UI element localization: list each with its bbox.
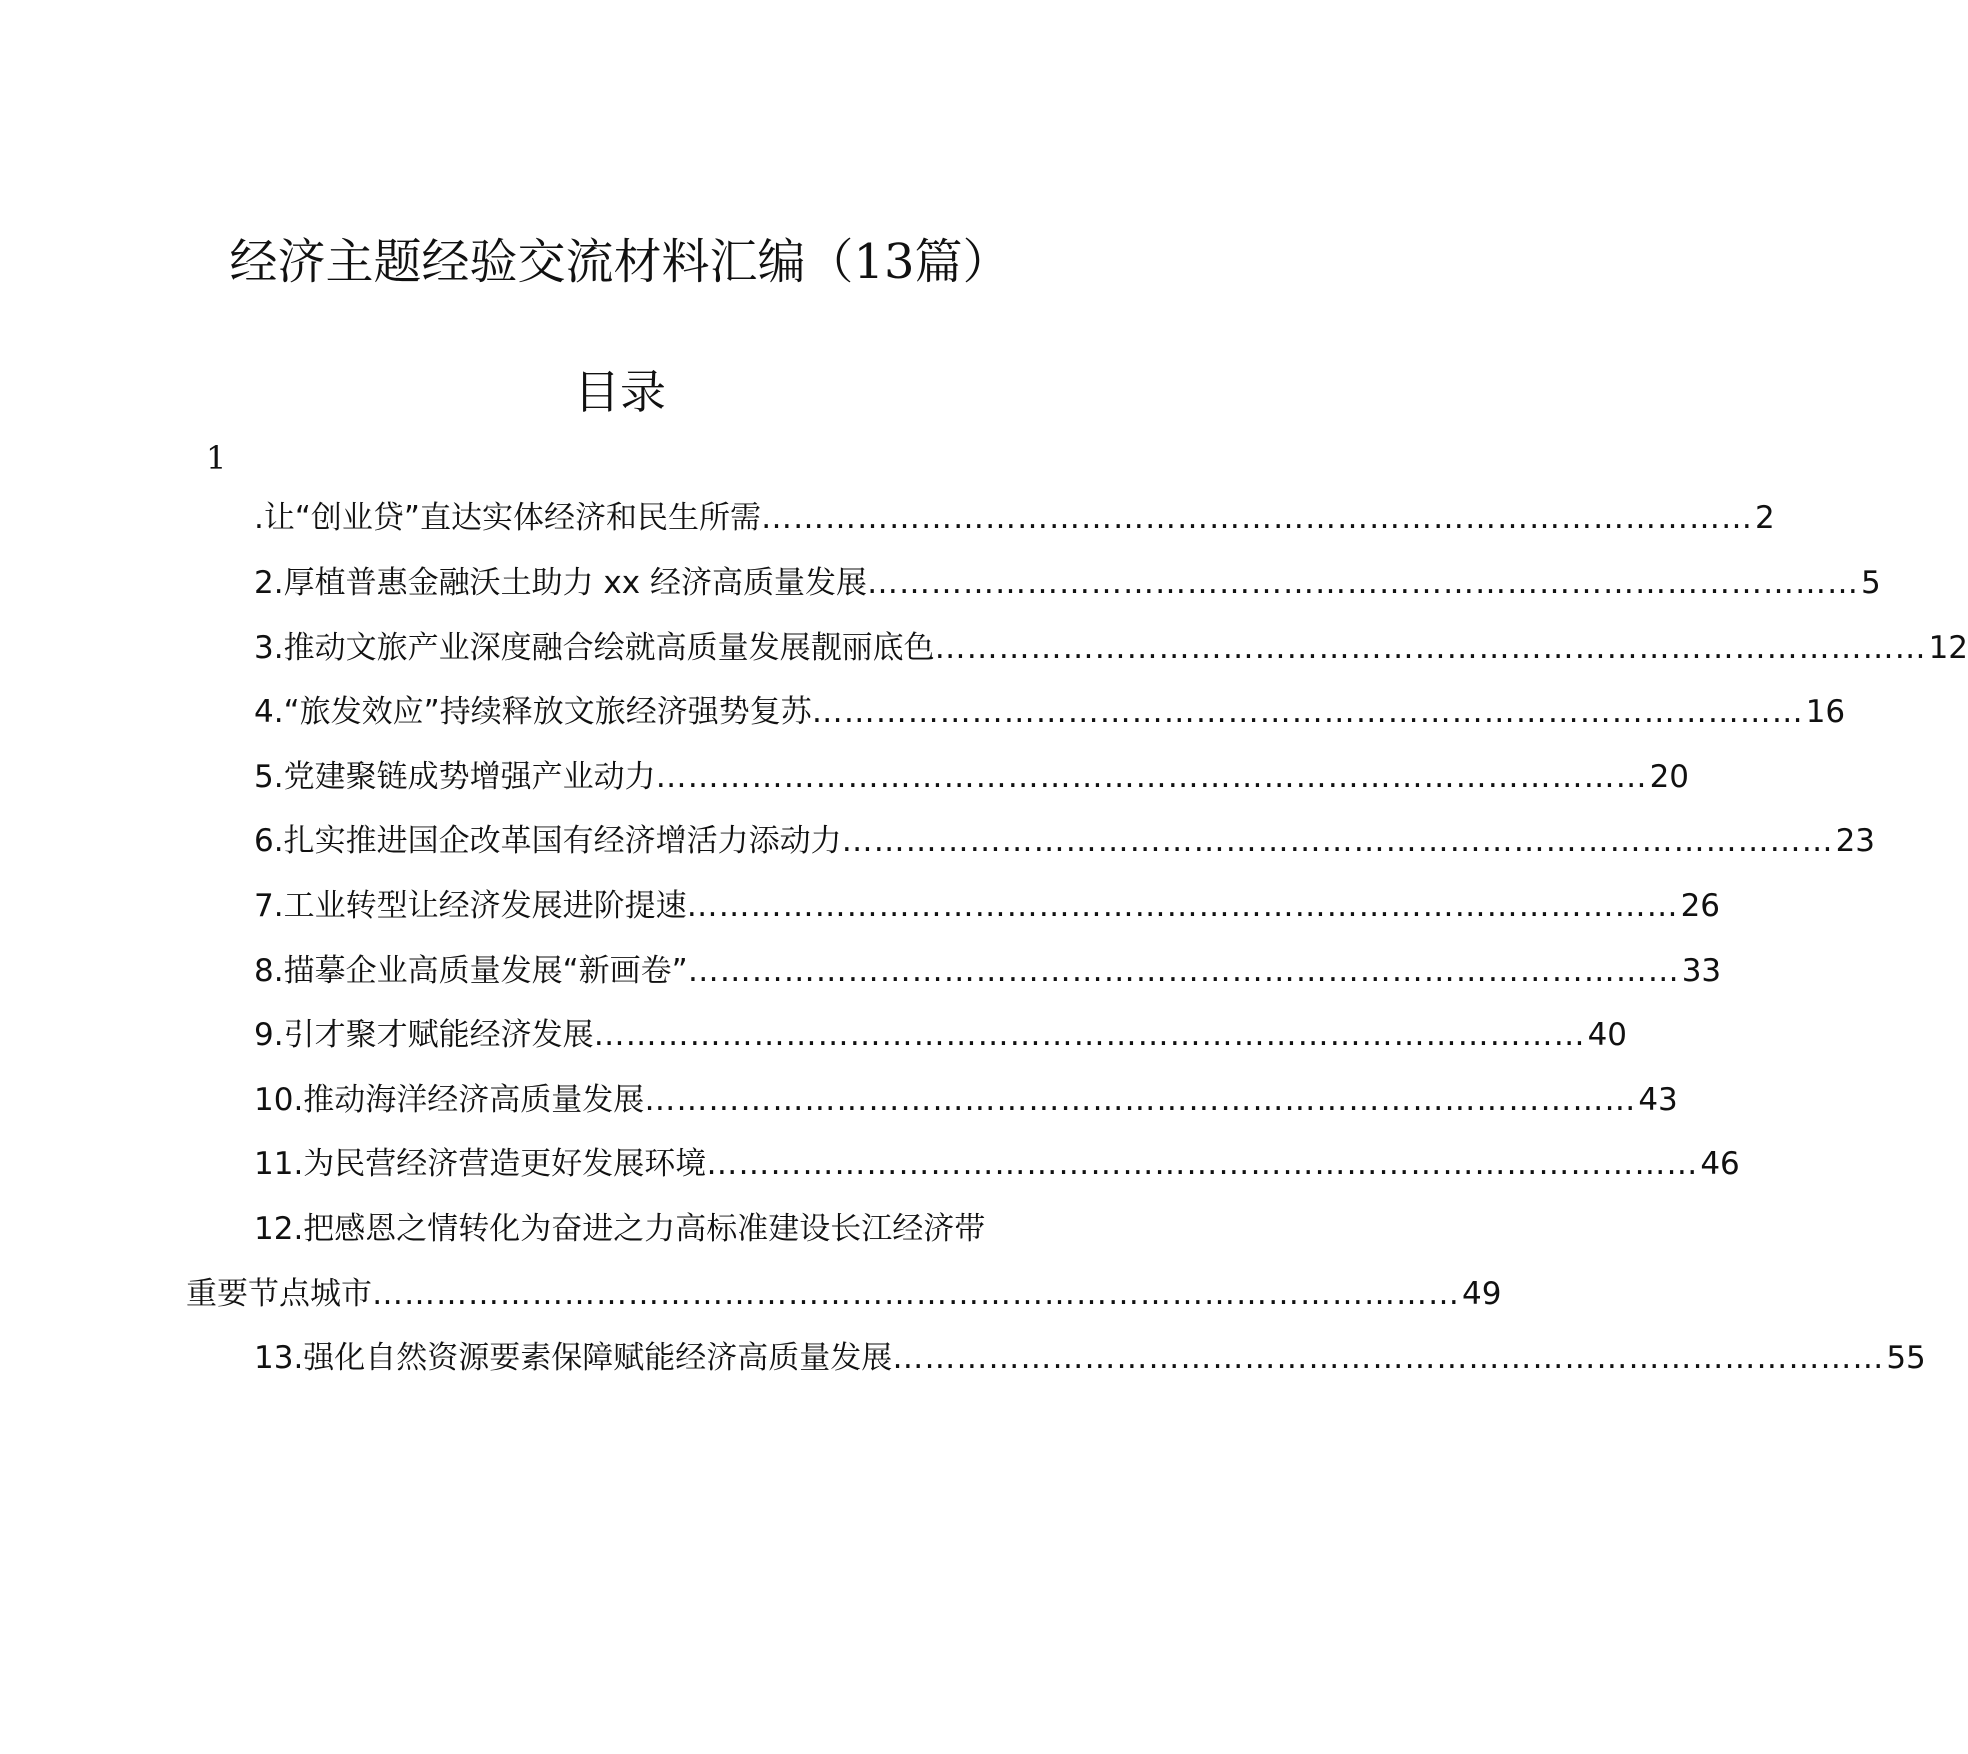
toc-heading: 目录 bbox=[574, 365, 666, 419]
toc-entry-title: 13.强化自然资源要素保障赋能经济高质量发展 bbox=[254, 1340, 893, 1376]
toc-entry-page: 40 bbox=[1587, 1017, 1628, 1053]
toc-entry[interactable] bbox=[254, 1078, 1678, 1122]
toc-entry-page: 46 bbox=[1700, 1146, 1740, 1182]
toc-entry[interactable] bbox=[254, 949, 1722, 993]
title-suffix: 篇） bbox=[914, 234, 1011, 290]
toc-entry-title: 4.“旅发效应”持续释放文旅经济强势复苏 bbox=[254, 694, 812, 730]
toc-entry-title: 3.推动文旅产业深度融合绘就高质量发展靓丽底色 bbox=[254, 630, 935, 666]
title-prefix: 经济主题经验交流材料汇编（ bbox=[229, 234, 854, 290]
toc-leader-dots: ………………………………………………………………………………… bbox=[655, 759, 1648, 795]
toc-leader-dots: ………………………………………………………………………………… bbox=[593, 1017, 1586, 1053]
toc-entry-page: 12 bbox=[1928, 630, 1968, 666]
toc-entry-page: 20 bbox=[1649, 759, 1690, 795]
toc-leader-dots: ………………………………………………………………………………… bbox=[811, 694, 1804, 730]
toc-leader-dots: ………………………………………………………………………………………… bbox=[372, 1276, 1460, 1312]
toc-entry[interactable] bbox=[254, 1336, 1926, 1380]
toc-entry-title: 5.党建聚链成势增强产业动力 bbox=[254, 759, 656, 795]
toc-entry-title: 11.为民营经济营造更好发展环境 bbox=[254, 1146, 707, 1182]
toc-entry-title: .让“创业贷”直达实体经济和民生所需 bbox=[254, 500, 761, 536]
toc-leader-dots: ………………………………………………………………………………… bbox=[841, 823, 1834, 859]
toc-entry[interactable] bbox=[254, 690, 1846, 734]
toc-leader-dots: ………………………………………………………………………………… bbox=[686, 888, 1679, 924]
toc-entry-title: 9.引才聚才赋能经济发展 bbox=[254, 1017, 594, 1053]
toc-entry-page: 49 bbox=[1462, 1276, 1502, 1312]
toc-entry[interactable] bbox=[254, 496, 1775, 540]
toc-leader-dots: ………………………………………………………………………………… bbox=[760, 500, 1753, 536]
toc-entry[interactable] bbox=[186, 1272, 1502, 1316]
toc-entry[interactable] bbox=[254, 626, 1968, 670]
toc-leader-dots: ………………………………………………………………………………… bbox=[687, 953, 1680, 989]
toc-leader-dots: ………………………………………………………………………………… bbox=[644, 1082, 1637, 1118]
toc-entry-page: 16 bbox=[1805, 694, 1846, 730]
toc-entry-page: 23 bbox=[1835, 823, 1876, 859]
toc-entry[interactable] bbox=[254, 755, 1690, 799]
toc-entry-title: 2.厚植普惠金融沃土助力 xx 经济高质量发展 bbox=[254, 565, 867, 601]
toc-entry-page: 5 bbox=[1860, 565, 1881, 601]
toc-entry-title-line2: 重要节点城市 bbox=[186, 1276, 372, 1312]
toc-entry[interactable] bbox=[254, 561, 1881, 605]
title-number: 13 bbox=[853, 234, 915, 290]
toc-entry-title-line1[interactable]: 12.把感恩之情转化为奋进之力高标准建设长江经济带 bbox=[254, 1211, 986, 1247]
toc-entry-title: 6.扎实推进国企改革国有经济增活力添动力 bbox=[254, 823, 842, 859]
toc-entry[interactable] bbox=[254, 1142, 1740, 1186]
toc-entry[interactable] bbox=[254, 819, 1876, 863]
toc-entry-title: 10.推动海洋经济高质量发展 bbox=[254, 1082, 645, 1118]
toc-entry-page: 2 bbox=[1754, 500, 1775, 536]
page-marker: 1 bbox=[206, 439, 227, 477]
toc-entry-page: 43 bbox=[1638, 1082, 1678, 1118]
toc-entry-title: 7.工业转型让经济发展进阶提速 bbox=[254, 888, 687, 924]
toc-entry-title: 8.描摹企业高质量发展“新画卷” bbox=[254, 953, 688, 989]
toc-entry-page: 26 bbox=[1680, 888, 1721, 924]
toc-leader-dots: ………………………………………………………………………………… bbox=[934, 630, 1927, 666]
toc-entry-page: 55 bbox=[1886, 1340, 1926, 1376]
toc-entry-page: 33 bbox=[1681, 953, 1722, 989]
toc-leader-dots: ………………………………………………………………………………… bbox=[706, 1146, 1699, 1182]
toc-leader-dots: ………………………………………………………………………………… bbox=[866, 565, 1859, 601]
toc-leader-dots: ………………………………………………………………………………… bbox=[892, 1340, 1885, 1376]
toc-entry[interactable] bbox=[254, 884, 1721, 928]
toc-entry[interactable] bbox=[254, 1013, 1628, 1057]
